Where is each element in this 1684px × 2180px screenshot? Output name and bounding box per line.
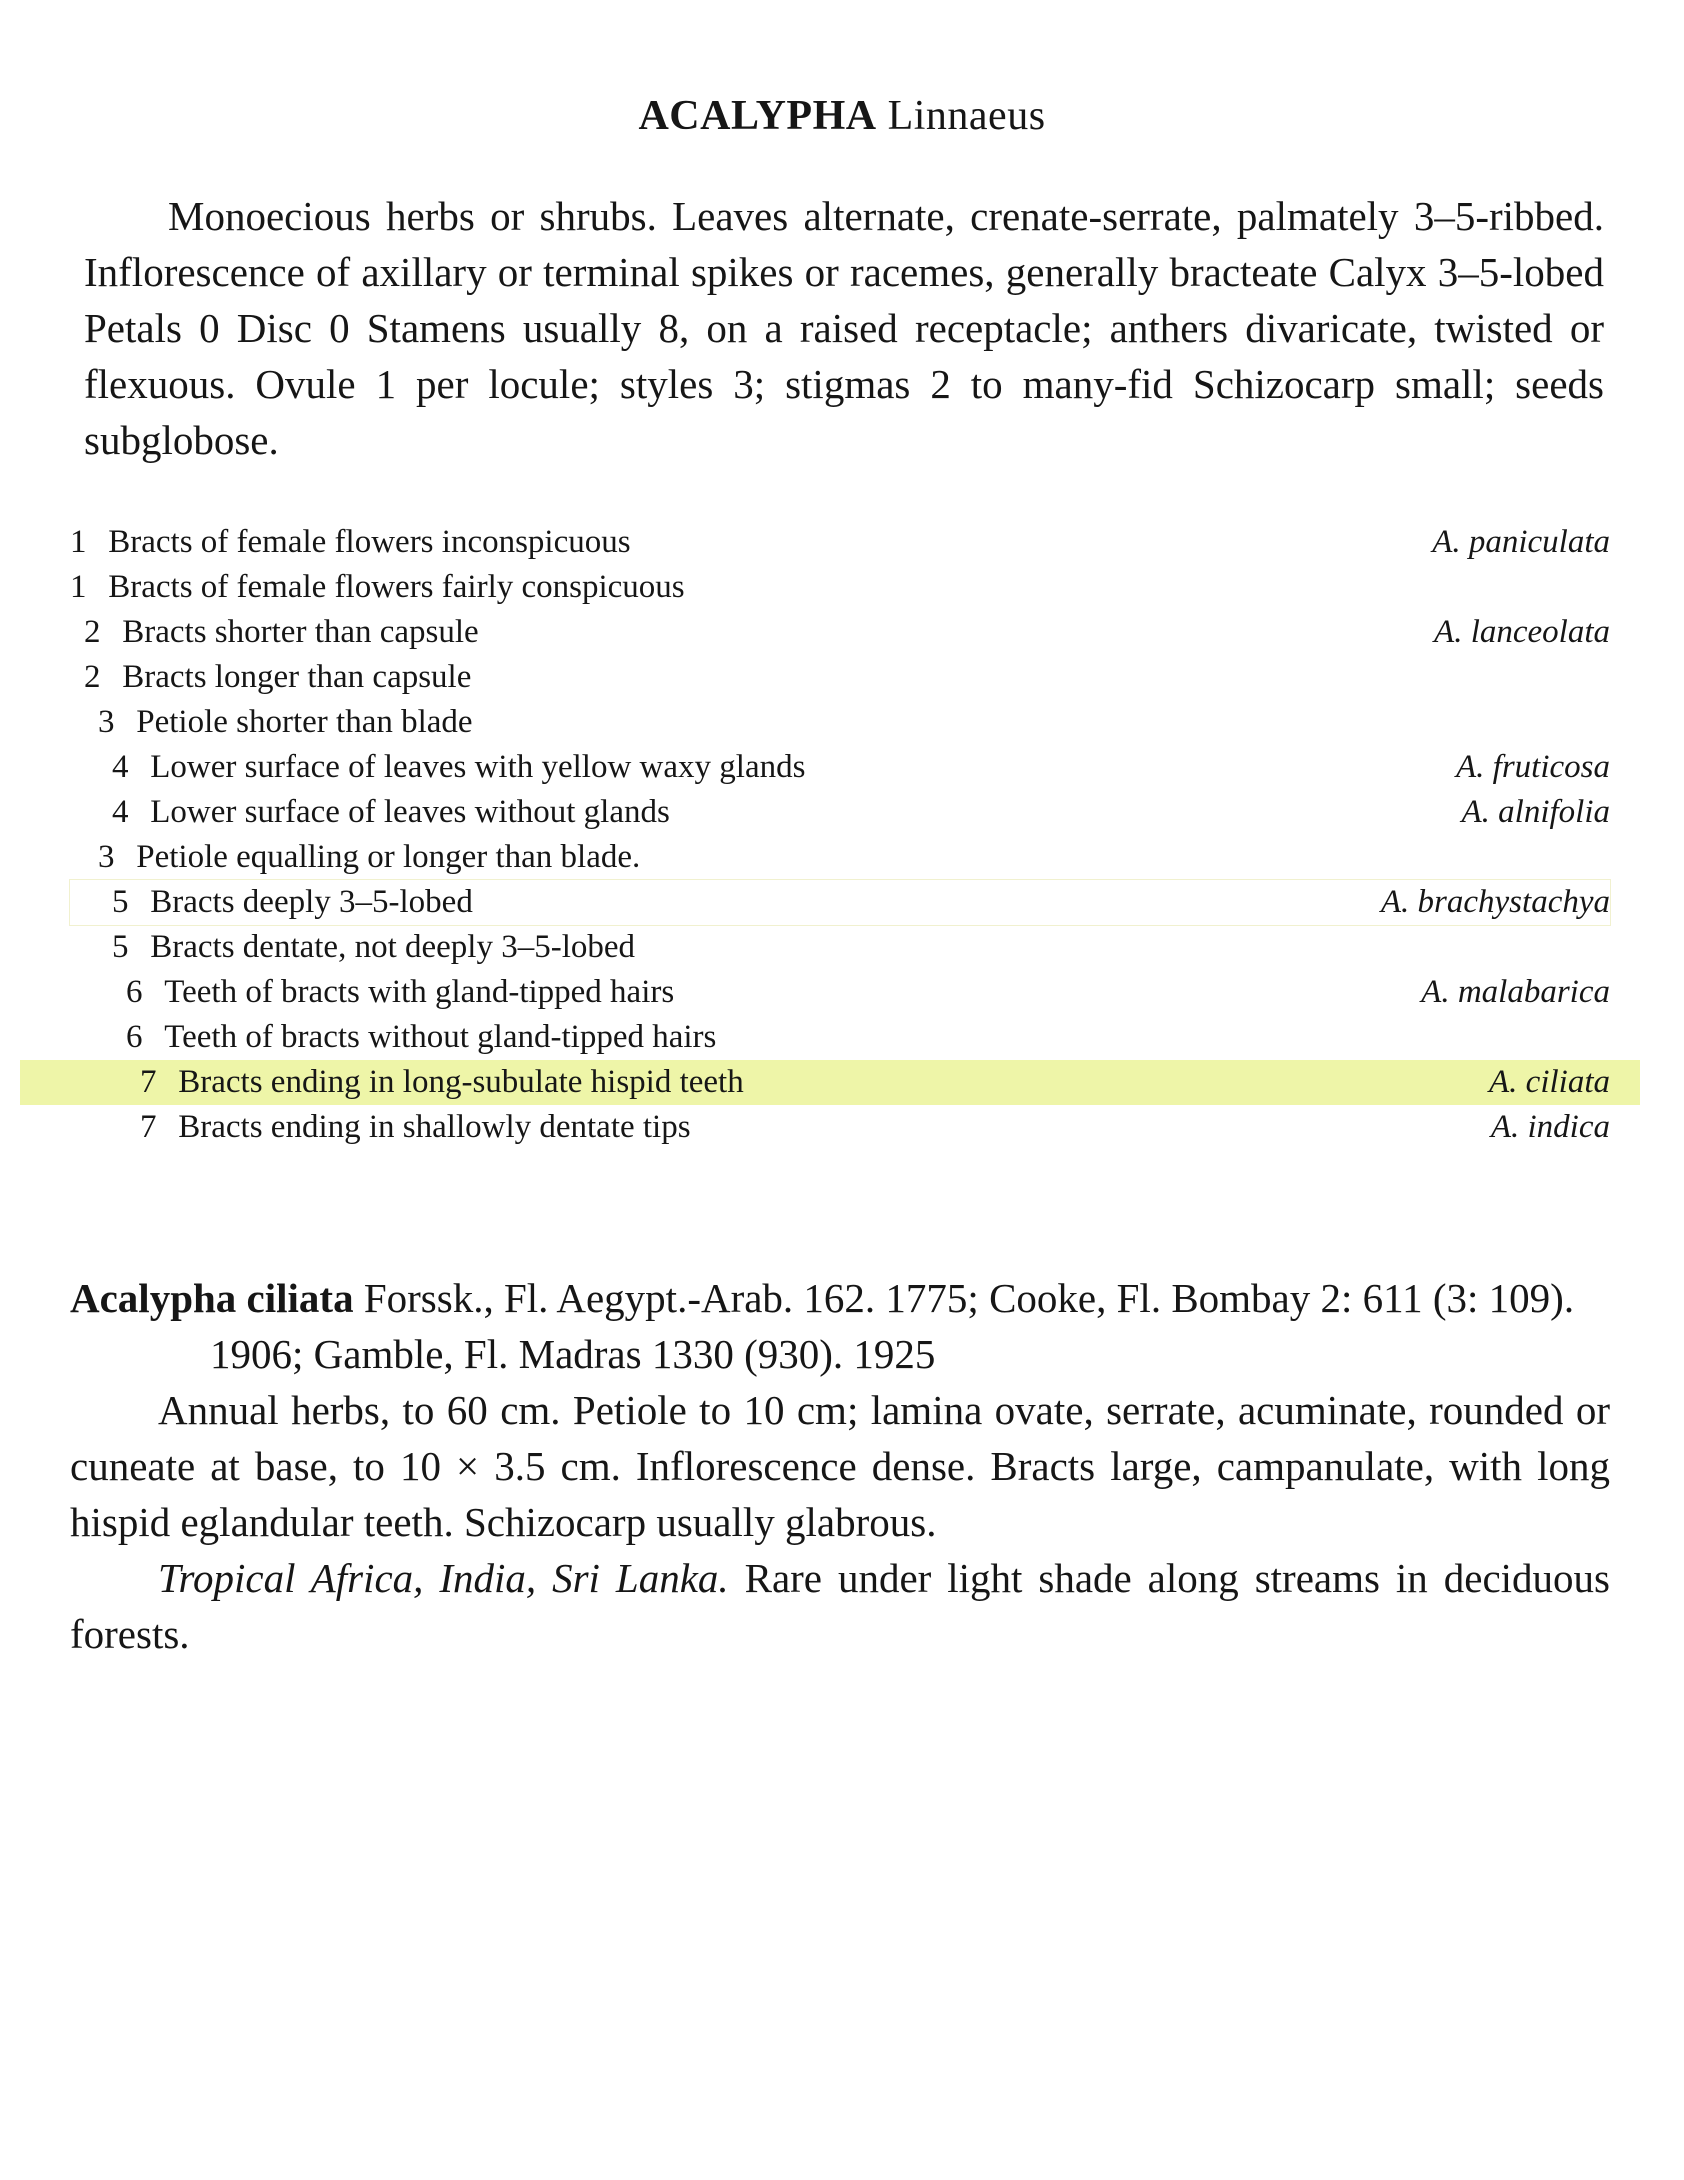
species-distribution bbox=[70, 1550, 1610, 1662]
key-lead-taxon: A. ciliata bbox=[1489, 1064, 1610, 1100]
species-name: Acalypha ciliata bbox=[70, 1275, 354, 1321]
key-lead-number: 5 bbox=[112, 884, 129, 920]
species-distribution-region: Tropical Africa, India, Sri Lanka. bbox=[158, 1555, 729, 1601]
key-lead-highlighted bbox=[20, 1060, 1640, 1105]
key-lead-text: Petiole shorter than blade bbox=[136, 704, 473, 740]
key-lead-text: Bracts longer than capsule bbox=[122, 659, 472, 695]
key-lead-text: Bracts of female flowers fairly conspicuous bbox=[108, 569, 685, 605]
key-lead-number: 3 bbox=[98, 704, 115, 740]
key-lead-taxon: A. paniculata bbox=[1432, 524, 1610, 560]
key-lead-text: Lower surface of leaves with yellow waxy glands bbox=[150, 749, 806, 785]
key-lead bbox=[70, 655, 1610, 700]
key-lead-text: Teeth of bracts without gland-tipped hairs bbox=[164, 1019, 717, 1055]
species-habitat: Rare under light shade along streams in deciduous forests. bbox=[70, 1555, 1610, 1657]
key-lead-taxon: A. alnifolia bbox=[1461, 794, 1610, 830]
key-lead bbox=[70, 745, 1610, 790]
identification-key bbox=[70, 520, 1610, 1150]
key-lead bbox=[70, 790, 1610, 835]
key-lead-text: Teeth of bracts with gland-tipped hairs bbox=[164, 974, 675, 1010]
key-lead-taxon: A. lanceolata bbox=[1434, 614, 1610, 650]
key-lead-text: Bracts deeply 3–5-lobed bbox=[150, 884, 473, 920]
species-citation-paragraph bbox=[70, 1270, 1610, 1382]
key-lead-taxon: A. brachystachya bbox=[1380, 884, 1610, 920]
key-lead-text: Bracts ending in shallowly dentate tips bbox=[178, 1109, 691, 1145]
key-lead bbox=[70, 700, 1610, 745]
species-entry bbox=[70, 1270, 1610, 1662]
key-lead-number: 4 bbox=[112, 794, 129, 830]
key-lead-number: 2 bbox=[84, 659, 101, 695]
key-lead bbox=[70, 520, 1610, 565]
key-lead-text: Bracts shorter than capsule bbox=[122, 614, 479, 650]
key-lead bbox=[70, 970, 1610, 1015]
key-lead-number: 7 bbox=[140, 1064, 157, 1100]
genus-name: ACALYPHA bbox=[638, 93, 877, 139]
key-lead-number: 5 bbox=[112, 929, 129, 965]
key-lead-number: 1 bbox=[70, 524, 87, 560]
key-lead-taxon: A. indica bbox=[1490, 1109, 1610, 1145]
key-lead-text: Petiole equalling or longer than blade. bbox=[136, 839, 641, 875]
key-lead-taxon: A. fruticosa bbox=[1456, 749, 1610, 785]
key-lead-number: 6 bbox=[126, 1019, 143, 1055]
species-citation: Forssk., Fl. Aegypt.-Arab. 162. 1775; Cooke, Fl. Bombay 2: 611 (3: 109). 1906; Gamble, Fl. Madras 1330 (930). 1925 bbox=[210, 1275, 1575, 1377]
species-description: Annual herbs, to 60 cm. Petiole to 10 cm; lamina ovate, serrate, acuminate, rounded or cuneate at base, to 10 × 3.5 cm. Inflorescence dense. Bracts large, campanulate, with long hispid eglandular teeth. Schizocarp usually glabrous. bbox=[70, 1387, 1610, 1545]
key-lead bbox=[70, 1015, 1610, 1060]
genus-description: Monoecious herbs or shrubs. Leaves alternate, crenate-serrate, palmately 3–5-ribbed. Inflorescence of axillary or terminal spikes or racemes, generally bracteate Calyx 3–5-lobed Petals 0 Disc 0 Stamens usually 8, on a raised receptacle; anthers divaricate, twisted or flexuous. Ovule 1 per locule; styles 3; stigmas 2 to many-fid Schizocarp small; seeds subglobose. bbox=[84, 193, 1604, 463]
key-lead-text: Bracts of female flowers inconspicuous bbox=[108, 524, 631, 560]
key-lead bbox=[70, 835, 1610, 880]
key-lead-number: 7 bbox=[140, 1109, 157, 1145]
key-lead-number: 6 bbox=[126, 974, 143, 1010]
key-lead-text: Bracts ending in long-subulate hispid teeth bbox=[178, 1064, 744, 1100]
genus-author: Linnaeus bbox=[887, 93, 1046, 139]
key-lead bbox=[70, 880, 1610, 925]
key-lead bbox=[70, 610, 1610, 655]
key-lead-text: Lower surface of leaves without glands bbox=[150, 794, 670, 830]
key-lead-number: 1 bbox=[70, 569, 87, 605]
key-lead bbox=[70, 1105, 1610, 1150]
key-lead-taxon: A. malabarica bbox=[1421, 974, 1610, 1010]
key-lead-number: 4 bbox=[112, 749, 129, 785]
key-lead bbox=[70, 565, 1610, 610]
key-lead bbox=[70, 925, 1610, 970]
genus-heading bbox=[0, 92, 1684, 140]
key-lead-text: Bracts dentate, not deeply 3–5-lobed bbox=[150, 929, 636, 965]
key-lead-number: 3 bbox=[98, 839, 115, 875]
key-lead-number: 2 bbox=[84, 614, 101, 650]
